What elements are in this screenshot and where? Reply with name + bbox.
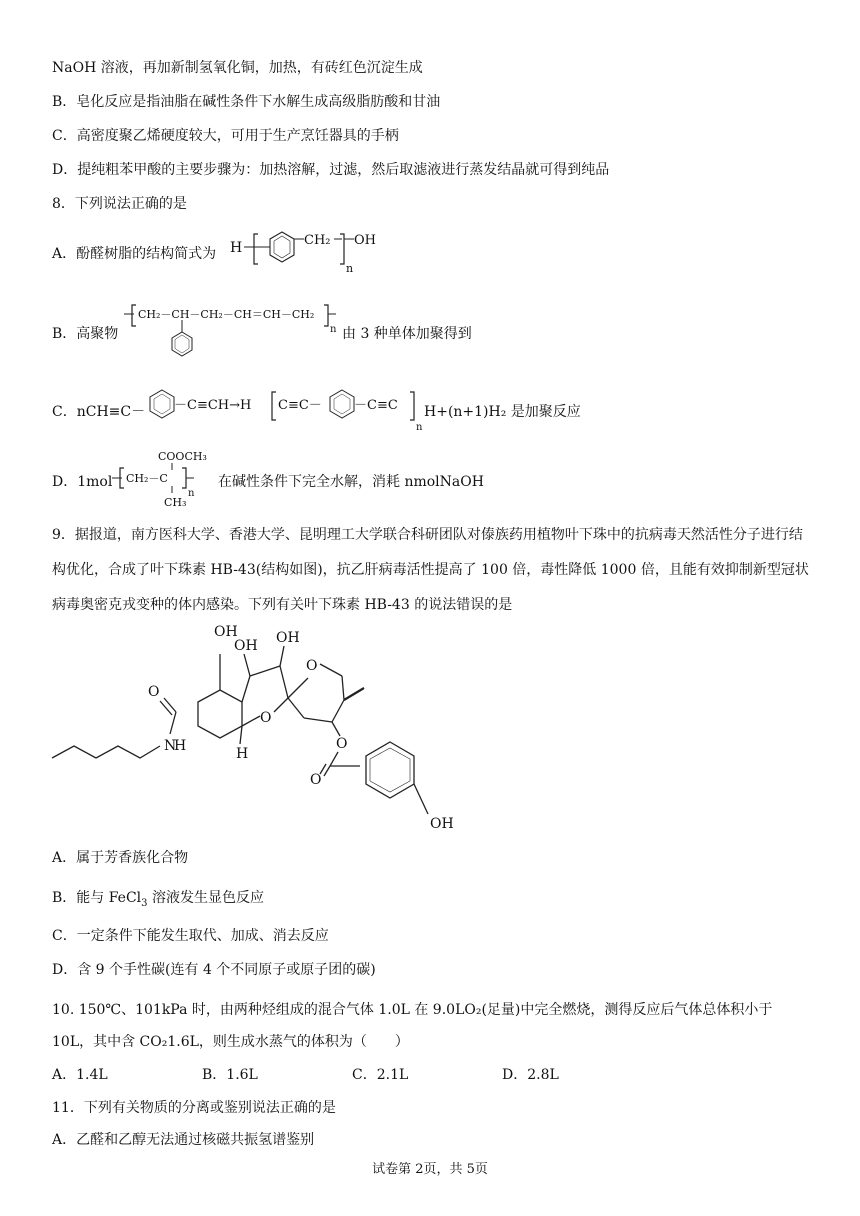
phenol-oh-label: OH <box>430 816 454 832</box>
q8-option-b-suffix: 由 3 种单体加聚得到 <box>342 326 472 342</box>
q8-stem: 8．下列说法正确的是 <box>52 196 187 212</box>
q11-option-a: A．乙醛和乙醇无法通过核磁共振氢谱鉴别 <box>52 1132 315 1148</box>
c-mid2: C≡C－ <box>278 398 322 413</box>
q8-option-c-label: C．nCH≡C－ <box>52 404 146 420</box>
q9-option-d: D．含 9 个手性碳(连有 4 个不同原子或原子团的碳) <box>52 962 376 978</box>
q8-option-d-label: D．1mol <box>52 474 113 490</box>
q7-option-a-tail: NaOH 溶液，再加新制氢氧化铜，加热，有砖红色沉淀生成 <box>52 60 423 76</box>
q7-option-d: D．提纯粗苯甲酸的主要步骤为：加热溶解，过滤，然后取滤液进行蒸发结晶就可得到纯品 <box>52 162 610 178</box>
polymer-b-formula <box>124 300 344 372</box>
d-main: CH₂－C <box>126 472 168 485</box>
polyyne-formula <box>146 386 426 442</box>
h-label: H <box>236 746 249 762</box>
q9-option-b-prefix: B．能与 FeCl <box>52 890 142 906</box>
phenolic-resin-formula <box>230 226 390 280</box>
ring-o-label: O <box>306 658 318 674</box>
q8-option-c-suffix: H+(n+1)H₂ 是加聚反应 <box>424 404 581 420</box>
hb43-structure <box>48 618 468 842</box>
q8-option-a-label: A．酚醛树脂的结构简式为 <box>52 246 217 262</box>
c-n: n <box>416 422 423 433</box>
oh2-label: OH <box>234 638 258 654</box>
q10-option-b: B．1.6L <box>202 1067 258 1083</box>
q10-stem: 10. 150℃、101kPa 时，由两种烃组成的混合气体 1.0L 在 9.0LO₂(足量)中完全燃烧，测得反应后气体总体积小于 10L，其中含 CO₂1.6L，则生成水蒸气的体积为（ ） <box>52 1002 773 1050</box>
nh-label: N <box>164 738 177 754</box>
polymer-d-formula <box>112 446 222 514</box>
polymer-b-n: n <box>330 324 337 335</box>
q7-option-c: C．高密度聚乙烯硬度较大，可用于生产烹饪器具的手柄 <box>52 128 399 144</box>
q8-option-b-label: B．高聚物 <box>52 326 119 342</box>
q9-option-b-sub: 3 <box>141 897 148 909</box>
q9-option-b <box>52 888 264 914</box>
q10-option-a: A．1.4L <box>52 1067 108 1083</box>
q8-option-d-suffix: 在碱性条件下完全水解，消耗 nmolNaOH <box>218 474 484 490</box>
q9-option-c: C．一定条件下能发生取代、加成、消去反应 <box>52 928 329 944</box>
q9-option-b-suffix: 溶液发生显色反应 <box>147 890 264 906</box>
formula-oh: OH <box>354 233 376 248</box>
carbonyl-o-label: O <box>310 772 322 788</box>
formula-ch2: CH₂ <box>304 233 331 248</box>
furan-o-label: O <box>260 710 272 726</box>
q9-stem: 9．据报道，南方医科大学、香港大学、昆明理工大学联合科研团队对傣族药用植物叶下珠中的抗病毒天然活性分子进行结构优化，合成了叶下珠素 HB-43(结构如图)，抗乙肝病毒活性提高了 100 倍，毒性降低 1000 倍，且能有效抑制新型冠状病毒奥密克戎变种的体内感染。下列有关叶下珠素 HB-43 的说法错误的是 <box>52 527 809 613</box>
q7-option-b: B．皂化反应是指油脂在碱性条件下水解生成高级脂肪酸和甘油 <box>52 94 441 110</box>
c-mid3: －C≡C <box>354 398 398 413</box>
q10-option-d: D．2.8L <box>502 1067 559 1083</box>
q11-stem: 11．下列有关物质的分离或鉴别说法正确的是 <box>52 1100 336 1116</box>
ester-o-label: O <box>336 736 348 752</box>
oh3-label: OH <box>276 630 300 646</box>
page-footer: 试卷第 2页，共 5页 <box>372 1162 488 1177</box>
c-mid1: －C≡CH→H <box>174 398 252 413</box>
d-n: n <box>188 488 195 499</box>
q10-option-c: C．2.1L <box>352 1067 409 1083</box>
q9-option-a: A．属于芳香族化合物 <box>52 850 189 866</box>
amide-o-label: O <box>148 684 160 700</box>
nh-h-label: H <box>174 738 187 754</box>
d-top: COOCH₃ <box>158 450 207 463</box>
oh1-label: OH <box>214 624 238 640</box>
polymer-b-chain: CH₂－CH－CH₂－CH＝CH－CH₂ <box>138 308 315 321</box>
d-bottom: CH₃ <box>164 496 187 509</box>
formula-h: H <box>230 240 243 256</box>
formula-n: n <box>346 262 354 275</box>
